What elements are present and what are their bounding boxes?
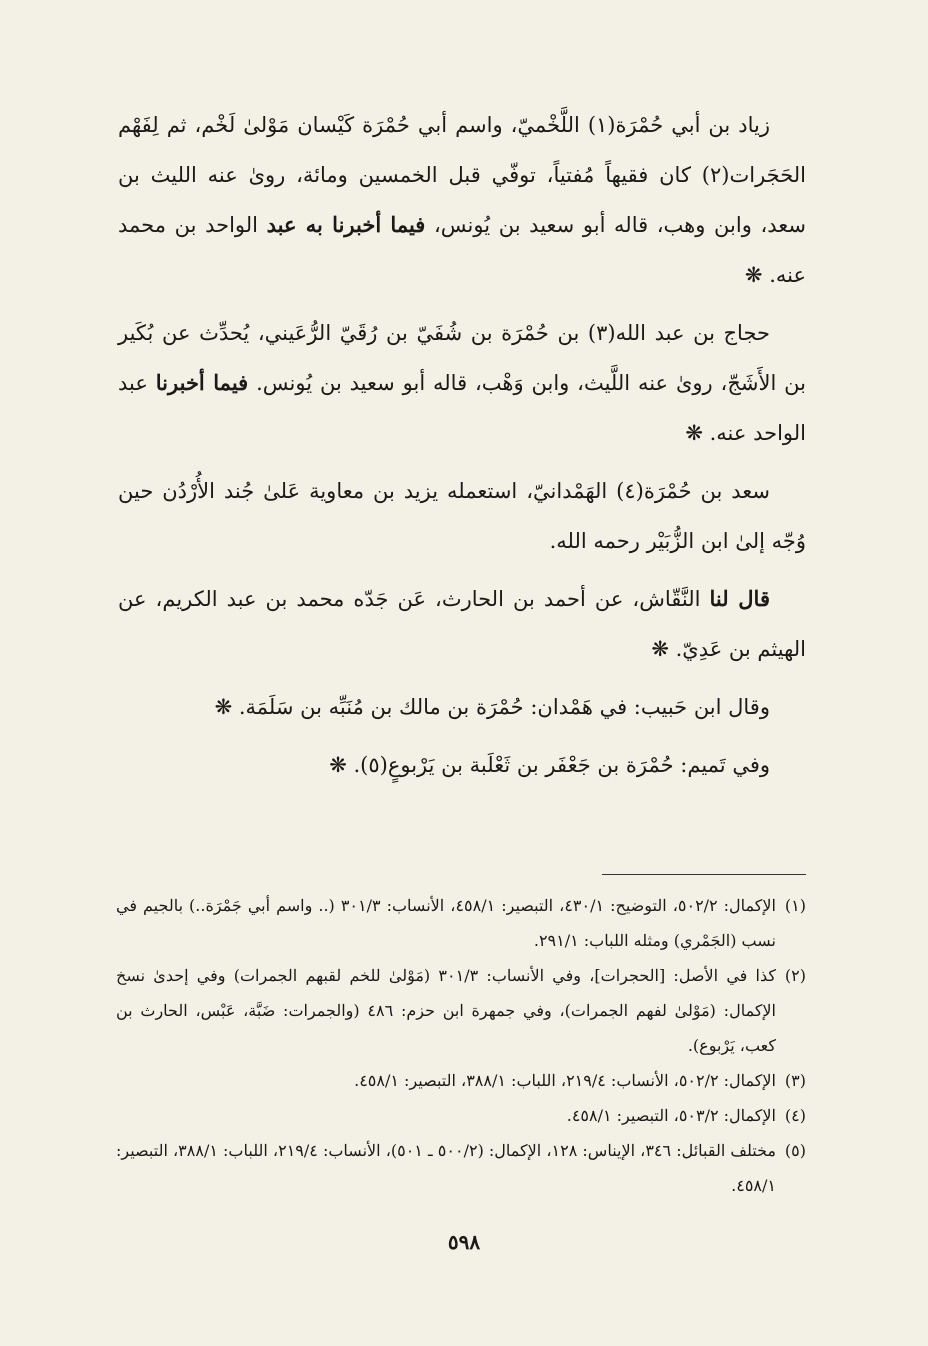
- entry-text: وفي تَميم: حُمْرَة بن جَعْفَر بن ثَعْلَبة بن يَرْبوعٍ(٥). ❋: [329, 753, 770, 777]
- entry-bold: فيما أخبرنا: [155, 370, 249, 395]
- entry-tail: عبد الواحد عنه. ❋: [118, 371, 806, 445]
- main-text: [118, 100, 806, 798]
- footnote: [116, 888, 806, 958]
- footnote-text: مختلف القبائل: ٣٤٦، الإيناس: ١٢٨، الإكمال: (٥٠٠/٢ ـ ٥٠١)، الأنساب: ٢١٩/٤، اللباب: ٣٨٨/١، التبصير: ٤٥٨/١.: [116, 1141, 776, 1195]
- entry-bold: قال لنا: [709, 586, 770, 611]
- footnotes: [116, 888, 806, 1203]
- entry-text: وقال ابن حَبيب: في هَمْدان: حُمْرَة بن مالك بن مُنَبِّه بن سَلَمَة. ❋: [214, 695, 770, 719]
- footnote-number: (٥): [784, 1141, 806, 1160]
- footnote-text: الإكمال: ٥٠٣/٢، التبصير: ٤٥٨/١.: [566, 1106, 776, 1125]
- footnote-text: كذا في الأصل: [الحجرات]، وفي الأنساب: ٣٠١/٣ (مَوْلىٰ للخم لقبهم الجمرات) وفي إحدىٰ نسخ الإكمال: (مَوْلىٰ لفهم الجمرات)، وفي جمهرة ابن حزم: ٤٨٦ (والجمرات: ضَبَّة، عَبْس، الحارث بن كعب، يَرْبوع).: [116, 966, 777, 1055]
- entry-paragraph: [118, 574, 806, 674]
- entry-paragraph: [118, 682, 806, 732]
- footnote-number: (٤): [784, 1106, 806, 1125]
- entry-paragraph: [118, 466, 806, 566]
- footnote: [116, 1133, 806, 1203]
- entry-tail: النَّقّاش، عن أحمد بن الحارث، عَن جَدّه محمد بن عبد الكريم، عن الهيثم بن عَدِيّ. ❋: [118, 587, 806, 661]
- page-number: ٥٩٨: [447, 1230, 481, 1254]
- footnote: [116, 1098, 806, 1133]
- footnote-number: (١): [784, 896, 806, 915]
- footnote-text: الإكمال: ٥٠٢/٢، التوضيح: ٤٣٠/١، التبصير: ٤٥٨/١، الأنساب: ٣٠١/٣ (.. واسم أبي جَمْرَة..) بالجيم في نسب (الجَمْري) ومثله اللباب: ٢٩١/١.: [116, 896, 776, 950]
- footnote-text: الإكمال: ٥٠٢/٢، الأنساب: ٢١٩/٤، اللباب: ٣٨٨/١، التبصير: ٤٥٨/١.: [354, 1071, 776, 1090]
- footnote-number: (٣): [784, 1071, 806, 1090]
- footnote-divider: [602, 874, 806, 875]
- entry-paragraph: [118, 308, 806, 458]
- entry-text: زياد بن أبي حُمْرَة(١) اللَّخْميّ، واسم أبي حُمْرَة كَيْسان مَوْلىٰ لَخْم، ثم لِفَهْم الحَجَرات(٢) كان فقيهاً مُفتياً، توفّي قبل الخمسين ومائة، روىٰ عنه الليث بن سعد، وابن وهب، قاله أبو سعيد بن يُونس،: [118, 113, 806, 237]
- entry-tail: الواحد بن محمد عنه. ❋: [118, 213, 806, 287]
- footnote-number: (٢): [784, 966, 806, 985]
- entry-text: حجاج بن عبد الله(٣) بن حُمْرَة بن شُفَيّ بن رُقَيّ الرُّعَيني، يُحدِّث عن بُكَير بن الأَشَجّ، روىٰ عنه اللَّيث، وابن وَهْب، قاله أبو سعيد بن يُونس.: [118, 321, 807, 395]
- footnote: [116, 1063, 806, 1098]
- entry-bold: فيما أخبرنا به عبد: [266, 212, 426, 237]
- entry-paragraph: [118, 740, 806, 790]
- entry-paragraph: [118, 100, 806, 300]
- entry-text: سعد بن حُمْرَة(٤) الهَمْدانيّ، استعمله يزيد بن معاوية عَلىٰ جُند الأُرْدُن حين وُجّه إلىٰ ابن الزُّبَيْر رحمه الله.: [118, 479, 806, 553]
- footnote: [116, 958, 806, 1063]
